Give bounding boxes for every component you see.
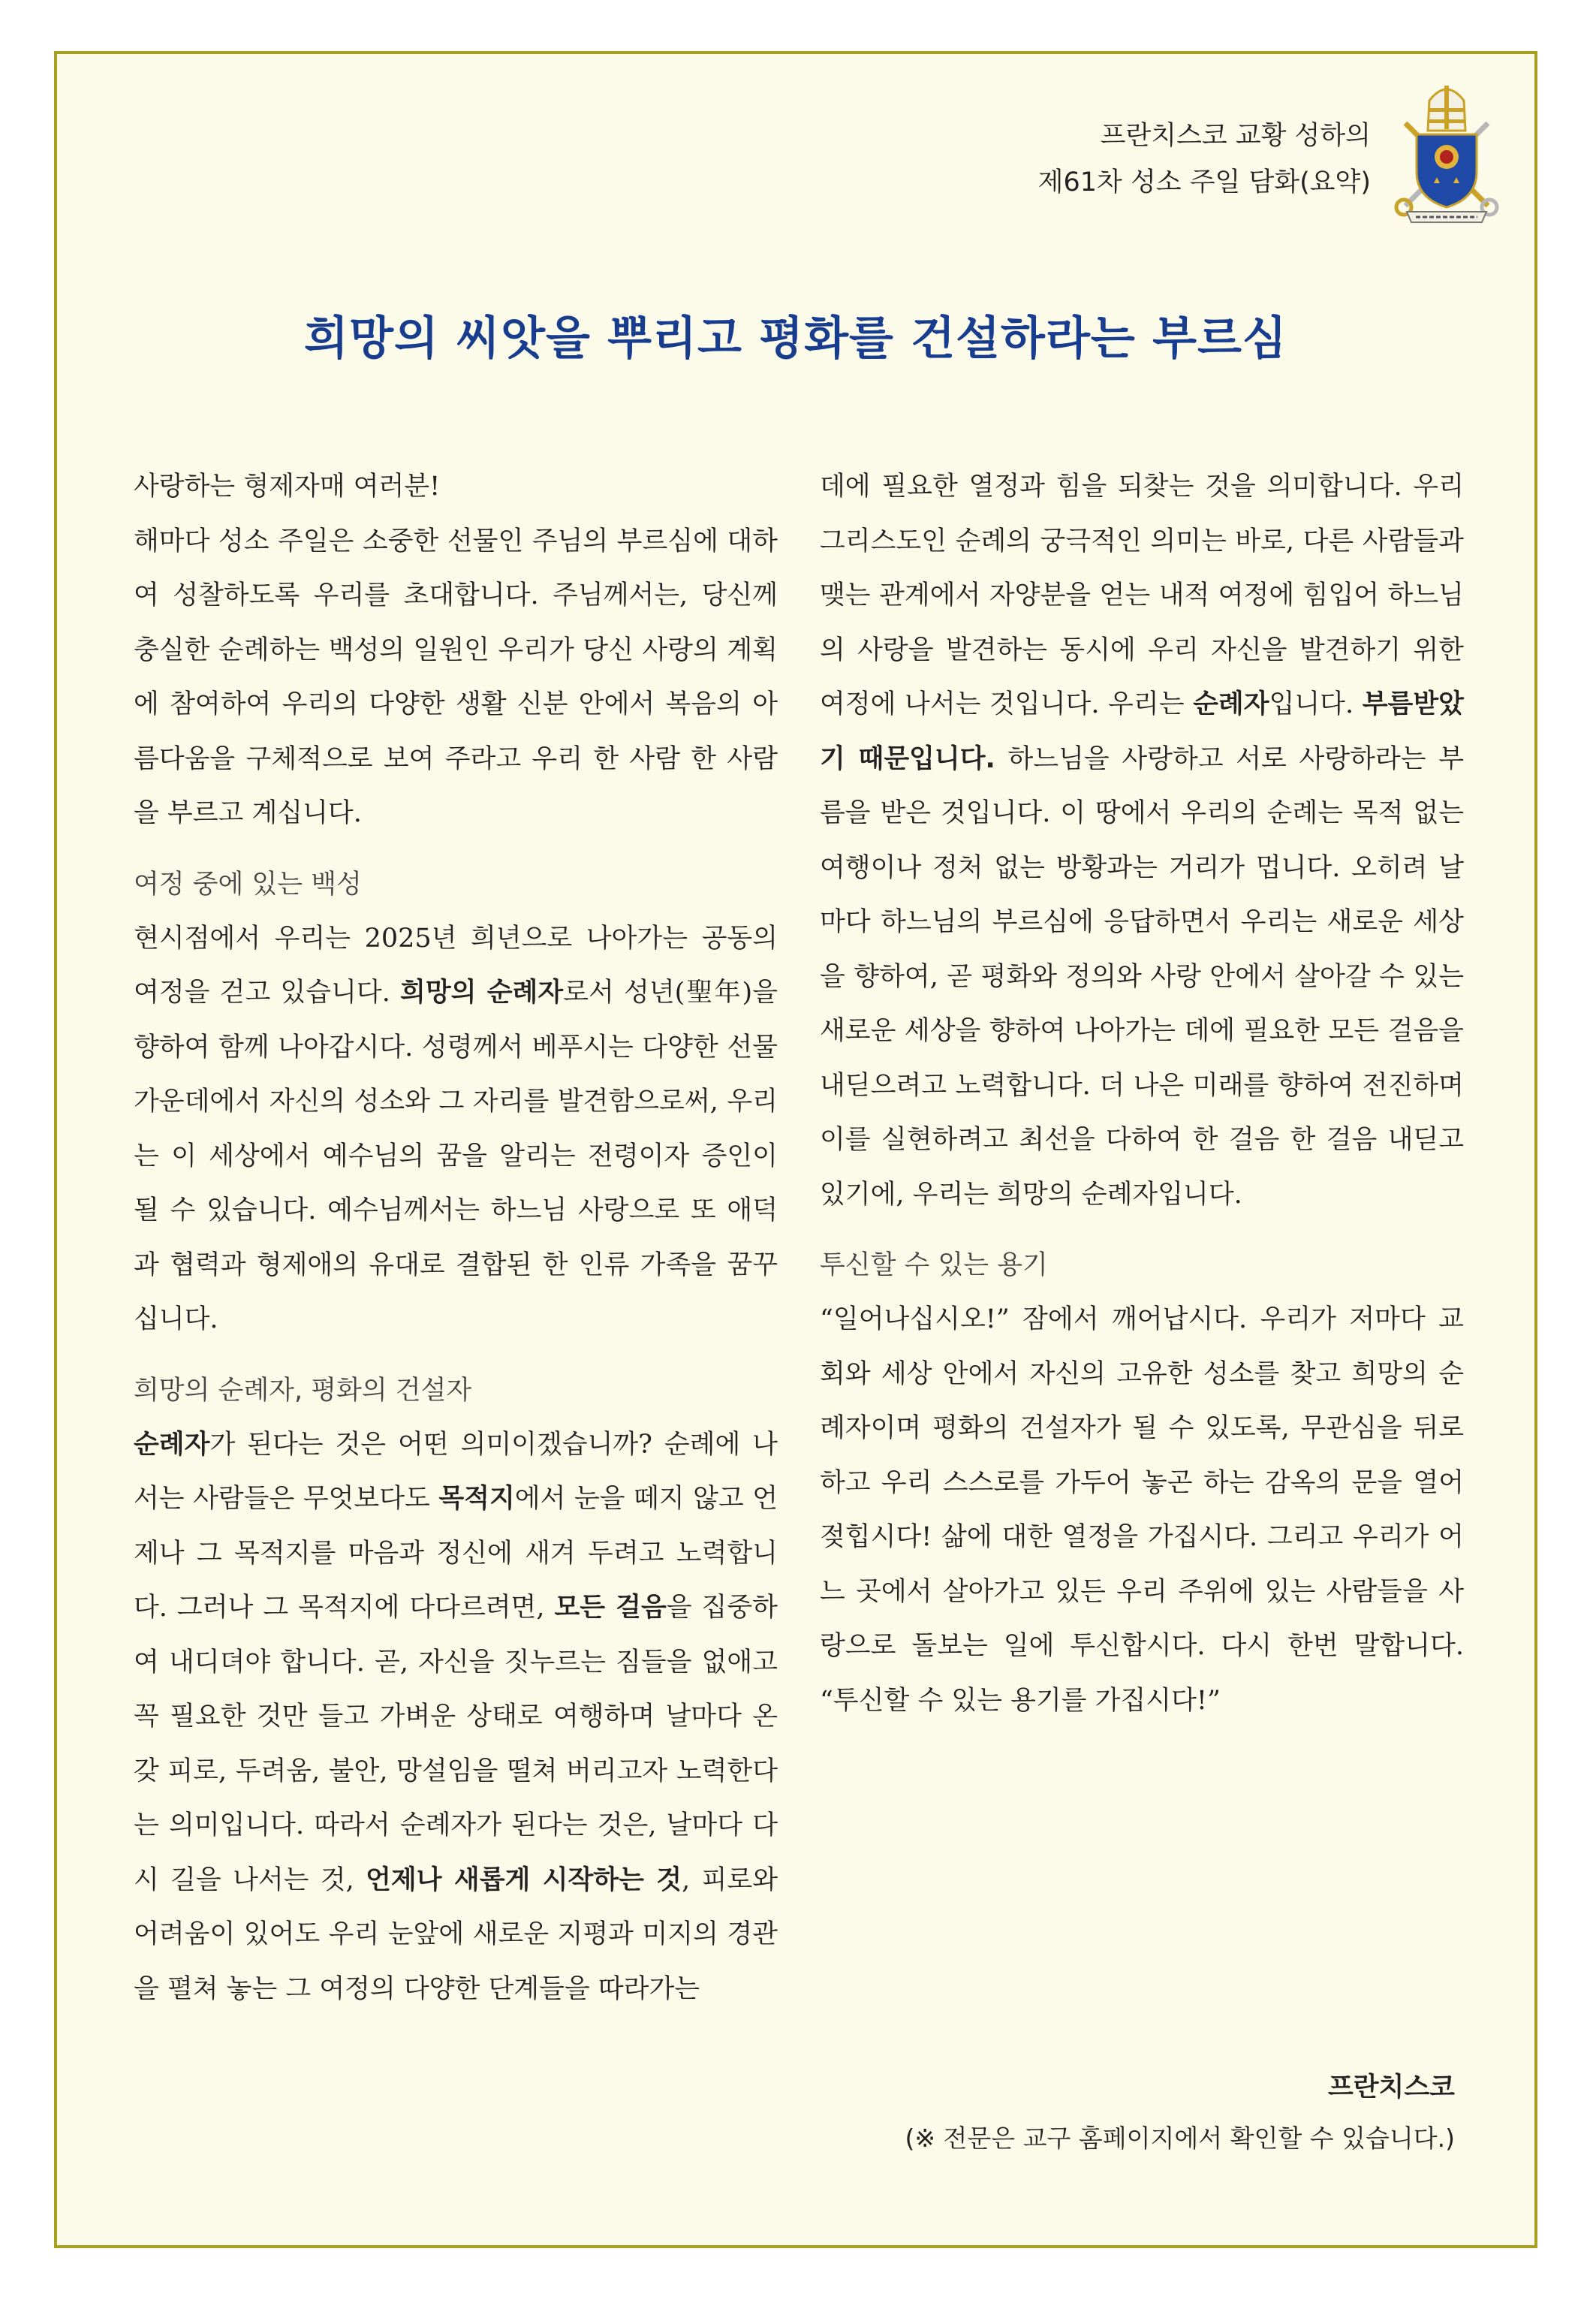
- greeting: 사랑하는 형제자매 여러분!: [134, 472, 441, 502]
- paragraph: “일어나십시오!” 잠에서 깨어납시다. 우리가 저마다 교회와 세상 안에서 자신의 고유한 성소를 찾고 희망의 순례자이며 평화의 건설자가 될 수 있도록, 무관심을 뒤로하고 우리 스스로를 가두어 놓곤 하는 감옥의 문을 열어젖힙시다! 삶에 대한 열정을 가집시다. 그리고 우리가 어느 곳에서 살아가고 있든 우리 주위에 있는 사람들을 사랑으로 돌보는 일에 투신합시다. 다시 한번 말합니다. “투신할 수 있는 용기를 가집시다!”: [820, 1304, 1464, 1716]
- paragraph: 순례자가 된다는 것은 어떤 의미이겠습니까? 순례에 나서는 사람들은 무엇보다도 목적지에서 눈을 떼지 않고 언제나 그 목적지를 마음과 정신에 새겨 두려고 노력합니다. 그러나 그 목적지에 다다르려면, 모든 걸음을 집중하여 내디뎌야 합니다. 곧, 자신을 짓누르는 짐들을 없애고 꼭 필요한 것만 들고 가벼운 상태로 여행하며 날마다 온갖 피로, 두려움, 불안, 망설임을 떨쳐 버리고자 노력한다는 의미입니다. 따라서 순례자가 된다는 것은, 날마다 다시 길을 나서는 것, 언제나 새롭게 시작하는 것, 피로와 어려움이 있어도 우리 눈앞에 새로운 지평과 미지의 경관을 펼쳐 놓는 그 여정의 다양한 단계들을 따라가는: [134, 1429, 778, 2004]
- left-column: [134, 460, 778, 2016]
- document-page: [54, 51, 1537, 2248]
- right-column: [820, 460, 1464, 1728]
- emphasis: 희망의 순례자: [400, 978, 564, 1008]
- paragraph: 현시점에서 우리는 2025년 희년으로 나아가는 공동의 여정을 걷고 있습니다. 희망의 순례자로서 성년(聖年)을 향하여 함께 나아갑시다. 성령께서 베푸시는 다양한 선물 가운데에서 자신의 성소와 그 자리를 발견함으로써, 우리는 이 세상에서 예수님의 꿈을 알리는 전령이자 증인이 될 수 있습니다. 예수님께서는 하느님 사랑으로 또 애덕과 협력과 형제애의 유대로 결합된 한 인류 가족을 꿈꾸십니다.: [134, 923, 778, 1334]
- document-header: [1038, 113, 1371, 206]
- footnote: (※ 전문은 교구 홈페이지에서 확인할 수 있습니다.): [905, 2124, 1455, 2153]
- emphasis: 순례자: [1193, 689, 1269, 719]
- signature: 프란치스코: [1327, 2072, 1455, 2103]
- emphasis: 언제나 새롭게 시작하는 것: [366, 1864, 682, 1895]
- header-line-1: 프란치스코 교황 성하의: [1100, 121, 1371, 151]
- paragraph: 데에 필요한 열정과 힘을 되찾는 것을 의미합니다. 우리 그리스도인 순례의 궁극적인 의미는 바로, 다른 사람들과 맺는 관계에서 자양분을 얻는 내적 여정에 힘입어 하느님의 사랑을 발견하는 동시에 우리 자신을 발견하기 위한 여정에 나서는 것입니다. 우리는 순례자입니다. 부름받았기 때문입니다. 하느님을 사랑하고 서로 사랑하라는 부름을 받은 것입니다. 이 땅에서 우리의 순례는 목적 없는 여행이나 정처 없는 방황과는 거리가 멉니다. 오히려 날마다 하느님의 부르심에 응답하면서 우리는 새로운 세상을 향하여, 곧 평화와 정의와 사랑 안에서 살아갈 수 있는 새로운 세상을 향하여 나아가는 데에 필요한 모든 걸음을 내딛으려고 노력합니다. 더 나은 미래를 향하여 전진하며 이를 실현하려고 최선을 다하여 한 걸음 한 걸음 내딛고 있기에, 우리는 희망의 순례자입니다.: [820, 472, 1465, 1210]
- paragraph: 해마다 성소 주일은 소중한 선물인 주님의 부르심에 대하여 성찰하도록 우리를 초대합니다. 주님께서는, 당신께 충실한 순례하는 백성의 일원인 우리가 당신 사랑의 계획에 참여하여 우리의 다양한 생활 신분 안에서 복음의 아름다움을 구체적으로 보여 주라고 우리 한 사람 한 사람을 부르고 계십니다.: [134, 526, 778, 828]
- emphasis: 목적지: [438, 1484, 515, 1514]
- emphasis: 부름받았기 때문입니다.: [820, 689, 1464, 774]
- header-line-2: 제61차 성소 주일 담화(요약): [1037, 167, 1371, 197]
- section-heading: 투신할 수 있는 용기: [820, 1250, 1048, 1280]
- emphasis: 순례자: [134, 1429, 210, 1460]
- document-title: 희망의 씨앗을 뿌리고 평화를 건설하라는 부르심: [304, 312, 1287, 365]
- section-heading: 여정 중에 있는 백성: [134, 869, 362, 900]
- emphasis: 모든 걸음: [554, 1593, 667, 1623]
- section-heading: 희망의 순례자, 평화의 건설자: [134, 1375, 472, 1406]
- papal-coat-of-arms-icon: [1390, 78, 1503, 228]
